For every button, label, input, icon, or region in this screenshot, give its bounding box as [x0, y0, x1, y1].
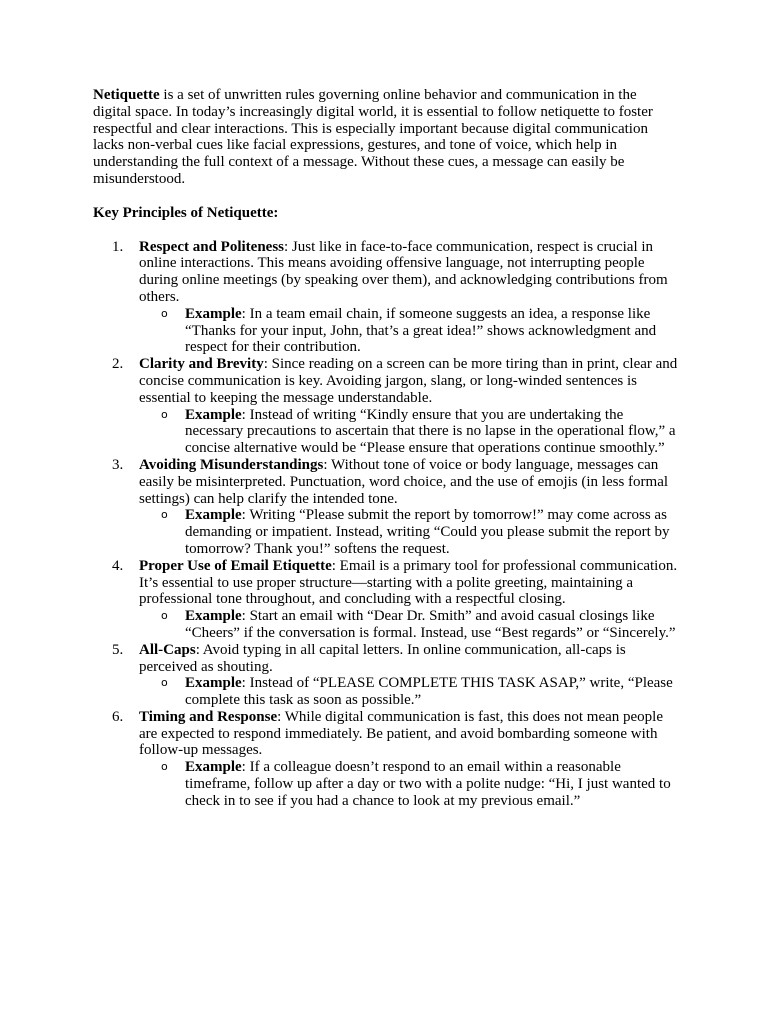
principle-title: Respect and Politeness [139, 238, 284, 255]
principle-number: 4. [112, 557, 124, 574]
principle-title: Timing and Response [139, 708, 278, 725]
example-item [139, 407, 678, 457]
example-label: Example [185, 507, 242, 524]
example-list [139, 407, 678, 457]
principle-title: Clarity and Brevity [139, 356, 264, 373]
principle-text [139, 642, 678, 676]
principle-number: 6. [112, 708, 124, 725]
principle-text [139, 356, 678, 406]
principle-item [93, 709, 678, 810]
example-item [139, 306, 678, 356]
intro-text: is a set of unwritten rules governing online behavior and communication in the digital space. In today’s increasingly digital world, it is essential to follow netiquette to foster respectful and clear interactions. This is especially important because digital communication lacks non-verbal cues like facial expressions, gestures, and tone of voice, which help in understanding the full context of a message. Without these cues, a message can easily be misunderstood. [93, 87, 653, 187]
principle-text [139, 709, 678, 759]
example-item [139, 675, 678, 709]
example-text: : Instead of writing “Kindly ensure that you are undertaking the necessary precautions to ascertain that there is no lapse in the operational flow,” a concise alternative would be “Please ensure that operations continue smoothly.” [185, 406, 676, 457]
example-item [139, 507, 678, 557]
example-list [139, 675, 678, 709]
intro-term: Netiquette [93, 87, 160, 103]
principle-body: : Email is a primary tool for professional communication. It’s essential to use proper structure—starting with a polite greeting, maintaining a professional tone throughout, and concluding with a respectful closing. [139, 557, 678, 608]
document-page [93, 87, 678, 810]
bullet-icon: o [161, 508, 168, 522]
principle-item [93, 642, 678, 709]
principle-title: All-Caps [139, 641, 196, 658]
example-list [139, 306, 678, 356]
principle-title: Avoiding Misunderstandings [139, 456, 324, 473]
principle-item [93, 356, 678, 457]
intro-paragraph [93, 87, 678, 188]
principle-number: 5. [112, 641, 124, 658]
principles-list [93, 239, 678, 810]
principle-item [93, 457, 678, 558]
example-text: : If a colleague doesn’t respond to an email within a reasonable timeframe, follow up after a day or two with a polite nudge: “Hi, I just wanted to check in to see if you had a chance to look at my previous email.” [185, 759, 671, 809]
bullet-icon: o [161, 609, 168, 623]
example-text: : In a team email chain, if someone suggests an idea, a response like “Thanks for your input, John, that’s a great idea!” shows acknowledgment and respect for their contribution. [185, 305, 657, 356]
principle-body: : Without tone of voice or body language, messages can easily be misinterpreted. Punctuation, word choice, and the use of emojis (in less formal settings) can help clarify the intended tone. [139, 456, 669, 507]
example-label: Example [185, 608, 242, 625]
example-list [139, 608, 678, 642]
example-text: : Start an email with “Dear Dr. Smith” and avoid casual closings like “Cheers” if the conversation is formal. Instead, use “Best regards” or “Sincerely.” [185, 608, 676, 641]
principle-number: 3. [112, 456, 124, 473]
principle-item [93, 239, 678, 357]
bullet-icon: o [161, 760, 168, 774]
example-item [139, 759, 678, 809]
bullet-icon: o [161, 407, 168, 421]
principle-number: 2. [112, 356, 124, 373]
bullet-icon: o [161, 676, 168, 690]
principle-item [93, 558, 678, 642]
example-label: Example [185, 406, 242, 423]
principle-number: 1. [112, 238, 124, 255]
example-list [139, 507, 678, 557]
example-item [139, 608, 678, 642]
section-heading: Key Principles of Netiquette: [93, 204, 279, 221]
principle-body: : Since reading on a screen can be more tiring than in print, clear and concise communication is key. Avoiding jargon, slang, or long-winded sentences is essential to keeping the message understandable. [139, 356, 678, 406]
principle-text [139, 457, 678, 507]
principle-body: : Just like in face-to-face communication, respect is crucial in online interactions. This means avoiding offensive language, not interrupting people during online meetings (by speaking over them), and acknowledging contributions from others. [139, 238, 668, 305]
principle-text [139, 239, 678, 306]
principle-body: : While digital communication is fast, this does not mean people are expected to respond immediately. Be patient, and avoid bombarding someone with follow-up messages. [139, 708, 664, 759]
example-label: Example [185, 675, 242, 692]
example-text: : Instead of “PLEASE COMPLETE THIS TASK ASAP,” write, “Please complete this task as soon as possible.” [185, 675, 673, 709]
principle-body: : Avoid typing in all capital letters. In online communication, all-caps is perceived as shouting. [139, 641, 626, 675]
example-text: : Writing “Please submit the report by tomorrow!” may come across as demanding or impatient. Instead, writing “Could you please submit the report by tomorrow? Thank you!” softens the request. [185, 507, 670, 557]
example-label: Example [185, 305, 242, 322]
example-label: Example [185, 759, 242, 776]
principle-text [139, 558, 678, 608]
bullet-icon: o [161, 306, 168, 320]
example-list [139, 759, 678, 809]
principle-title: Proper Use of Email Etiquette [139, 557, 332, 574]
